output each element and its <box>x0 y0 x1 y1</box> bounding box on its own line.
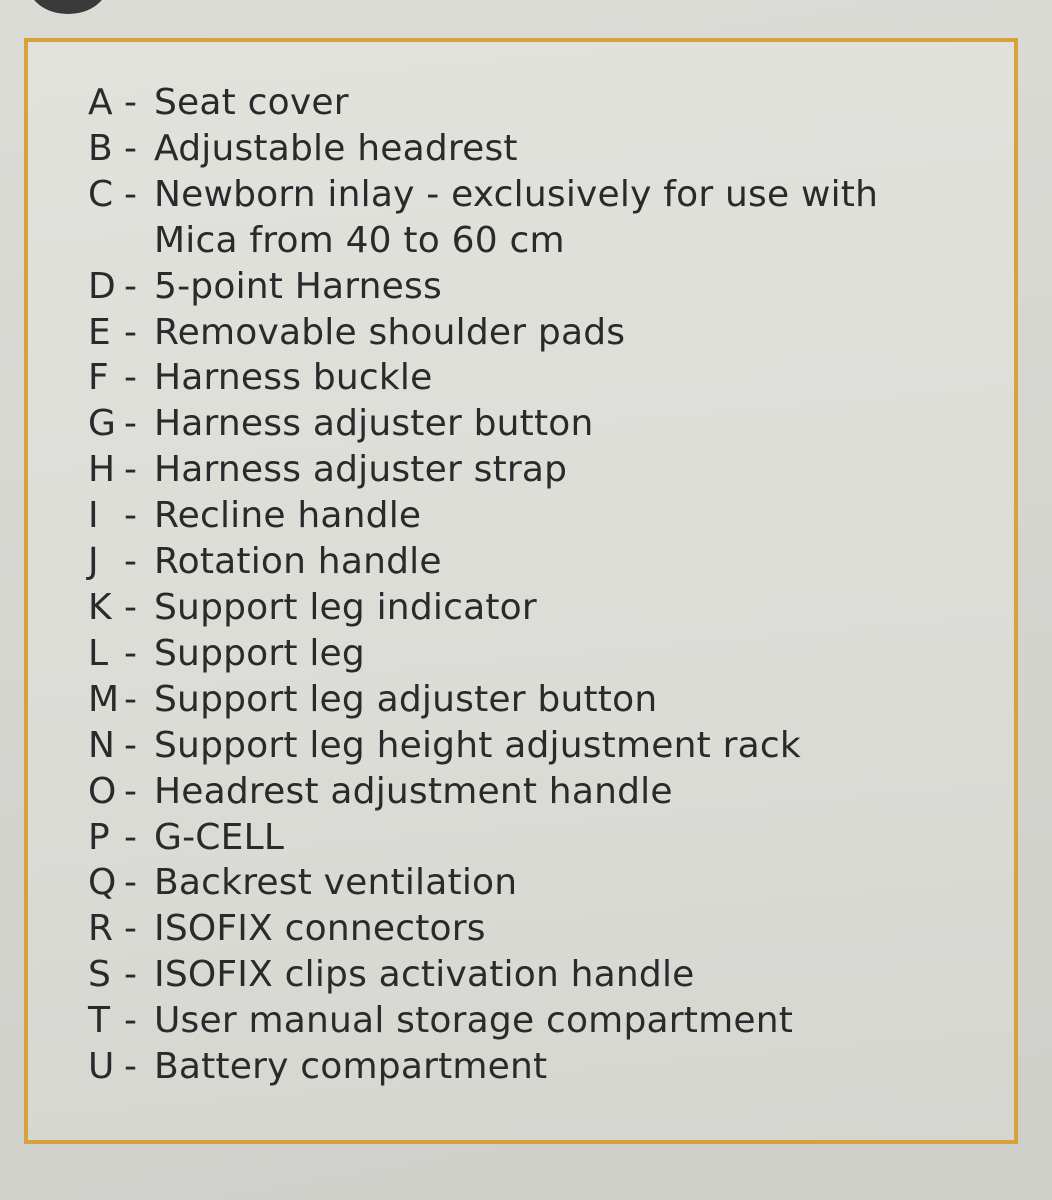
item-separator: - <box>124 862 138 904</box>
item-letter: T <box>88 1000 111 1042</box>
item-text: Recline handle <box>154 495 422 537</box>
item-text: Support leg height adjustment rack <box>154 724 801 766</box>
item-text: Removable shoulder pads <box>154 311 626 353</box>
item-text: Headrest adjustment handle <box>154 770 673 812</box>
item-separator: - <box>124 82 138 123</box>
legend-item <box>88 355 878 401</box>
legend-item <box>88 860 878 906</box>
legend-item <box>88 677 878 723</box>
item-separator: - <box>124 403 138 445</box>
legend-item <box>88 310 878 356</box>
item-separator: - <box>124 954 138 996</box>
item-separator: - <box>124 1000 138 1042</box>
item-letter: P <box>88 816 110 858</box>
item-separator: - <box>124 586 138 628</box>
item-text: User manual storage compartment <box>154 1000 794 1042</box>
item-letter: G <box>88 403 117 445</box>
item-text: Harness adjuster strap <box>154 449 568 491</box>
item-separator: - <box>124 541 138 583</box>
legend-item <box>88 539 878 585</box>
item-separator: - <box>124 449 138 491</box>
item-separator: - <box>124 311 138 353</box>
item-separator: - <box>124 265 138 307</box>
legend-item <box>88 447 878 493</box>
legend-item <box>88 493 878 539</box>
item-separator: - <box>124 770 138 812</box>
item-text: Seat cover <box>154 82 349 123</box>
item-separator: - <box>124 1046 138 1088</box>
item-letter: F <box>88 357 109 399</box>
item-letter: O <box>88 770 117 812</box>
item-letter: L <box>88 632 109 674</box>
item-letter: C <box>88 173 114 215</box>
item-letter: A <box>88 82 113 123</box>
legend-item <box>88 631 878 677</box>
item-text: G-CELL <box>154 816 285 858</box>
item-separator: - <box>124 724 138 766</box>
item-separator: - <box>124 632 138 674</box>
item-separator: - <box>124 357 138 399</box>
item-separator: - <box>124 678 138 720</box>
item-text: Battery compartment <box>154 1046 548 1088</box>
item-letter: B <box>88 127 113 169</box>
item-separator: - <box>124 173 138 215</box>
item-text: Backrest ventilation <box>154 862 518 904</box>
item-separator: - <box>124 495 138 537</box>
legend-item <box>88 906 878 952</box>
item-letter: M <box>88 678 120 720</box>
item-letter: E <box>88 311 111 353</box>
item-letter: U <box>88 1046 115 1088</box>
legend-item <box>88 172 878 264</box>
legend-item <box>88 80 878 126</box>
item-letter: S <box>88 954 112 996</box>
item-text: Harness adjuster button <box>154 403 594 445</box>
item-letter: N <box>88 724 116 766</box>
item-text: Support leg adjuster button <box>154 678 658 720</box>
parts-legend <box>88 80 878 1090</box>
legend-item <box>88 264 878 310</box>
item-text: Support leg <box>154 632 365 674</box>
item-letter: I <box>88 495 99 537</box>
legend-item <box>88 723 878 769</box>
item-text: Support leg indicator <box>154 586 537 628</box>
legend-item <box>88 1044 878 1090</box>
item-text: Harness buckle <box>154 357 433 399</box>
legend-item <box>88 126 878 172</box>
legend-item <box>88 998 878 1044</box>
item-separator: - <box>124 816 138 858</box>
item-letter: K <box>88 586 112 628</box>
item-separator: - <box>124 908 138 950</box>
item-letter: Q <box>88 862 117 904</box>
item-text: Rotation handle <box>154 541 442 583</box>
legend-item <box>88 769 878 815</box>
item-letter: R <box>88 908 114 950</box>
legend-item <box>88 815 878 861</box>
legend-item <box>88 952 878 998</box>
item-text: ISOFIX connectors <box>154 908 486 950</box>
legend-item <box>88 401 878 447</box>
item-letter: D <box>88 265 116 307</box>
item-separator: - <box>124 127 138 169</box>
corner-mark <box>28 0 108 14</box>
item-text: ISOFIX clips activation handle <box>154 954 695 996</box>
legend-item <box>88 585 878 631</box>
item-letter: J <box>88 541 99 583</box>
item-letter: H <box>88 449 116 491</box>
item-text: Adjustable headrest <box>154 127 518 169</box>
item-text: 5-point Harness <box>154 265 442 307</box>
item-text: Newborn inlay - exclusively for use with Mica from 40 to 60 cm <box>154 173 879 261</box>
